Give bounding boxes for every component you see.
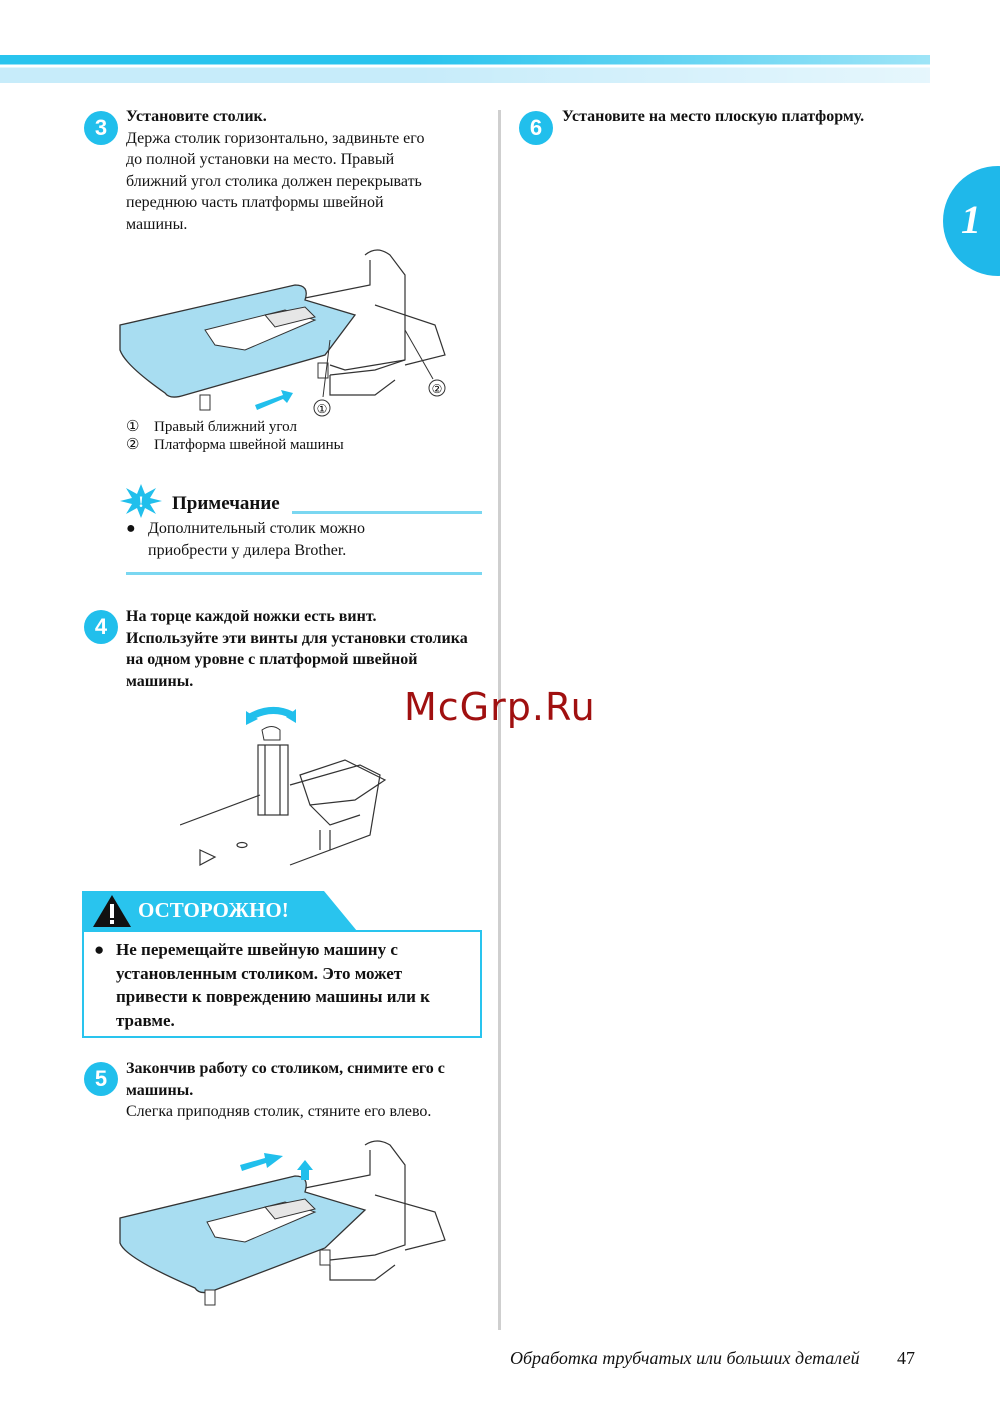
note-title: Примечание (172, 493, 280, 514)
step-3-title: Установите столик. (126, 108, 267, 125)
warning-icon (92, 894, 132, 928)
watermark: McGrp.Ru (404, 685, 596, 729)
caution-title: ОСТОРОЖНО! (138, 898, 289, 922)
svg-text:!: ! (138, 494, 144, 511)
step-6-badge: 6 (519, 111, 553, 145)
step-3-legend: ① Правый ближний угол ② Платформа швейной машины (126, 419, 344, 453)
callout-1: ① (316, 402, 328, 416)
callout-2: ② (431, 382, 443, 396)
illustration-leg-screw (180, 705, 390, 875)
chapter-number: 1 (961, 197, 981, 242)
step-4-badge: 4 (84, 610, 118, 644)
note-icon (120, 484, 162, 518)
caution-text: ● Не перемещайте швейную машину с установленным столиком. Это может привести к повреждению машины или к травме. (94, 940, 430, 1030)
chapter-tab (943, 166, 1000, 276)
illustration-table-install (115, 245, 455, 420)
note-divider (126, 572, 482, 575)
step-6-text (562, 106, 942, 128)
note-header (120, 484, 485, 518)
footer-title: Обработка трубчатых или больших деталей (510, 1348, 860, 1368)
step-5-badge: 5 (84, 1062, 118, 1096)
step-3-badge: 3 (84, 111, 118, 145)
step-4-text: На торце каждой ножки есть винт. Используйте эти винты для установки столика на одном уровне с платформой швейной машины. (126, 608, 468, 690)
step-5-text: Закончив работу со столиком, снимите его с машины. Слегка приподняв столик, стяните его влево. (126, 1060, 445, 1120)
header-bar (0, 55, 930, 83)
page-number: 47 (897, 1348, 915, 1368)
step-6-title: Установите на место плоскую платформу. (562, 108, 865, 125)
illustration-table-remove (115, 1140, 455, 1315)
step-3-text: Установите столик. Держа столик горизонтально, задвиньте его до полной установки на место. Правый ближний угол столика должен перекрывать переднюю часть платформы швейной машины. (126, 106, 496, 235)
note-body: ● Дополнительный столик можно приобрести у дилера Brother. (126, 520, 365, 559)
